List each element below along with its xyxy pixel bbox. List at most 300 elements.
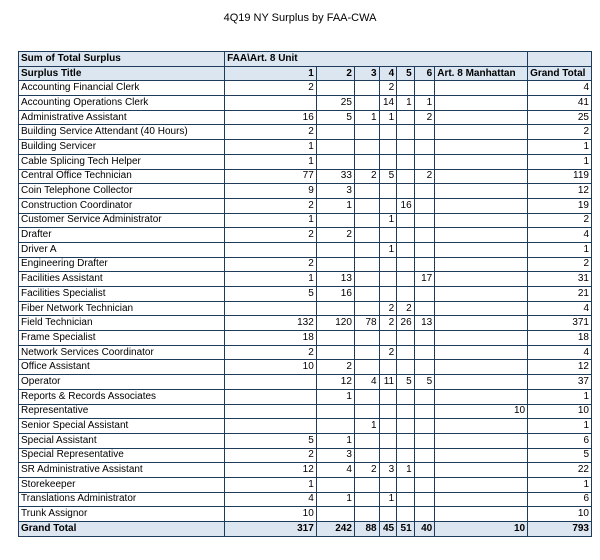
row-title: Special Assistant xyxy=(19,433,225,448)
table-cell xyxy=(354,331,379,346)
row-title: Translations Administrator xyxy=(19,492,225,507)
table-cell xyxy=(414,228,435,243)
table-cell xyxy=(316,81,354,96)
table-cell xyxy=(225,375,317,390)
table-cell: 4 xyxy=(528,301,592,316)
row-title: Trunk Assignor xyxy=(19,507,225,522)
table-row xyxy=(19,404,592,419)
table-cell: 2 xyxy=(379,345,397,360)
surplus-pivot-table xyxy=(18,51,592,537)
table-cell: 10 xyxy=(435,404,528,419)
table-cell: 2 xyxy=(397,301,415,316)
table-cell: 5 xyxy=(225,287,317,302)
table-cell xyxy=(414,287,435,302)
table-cell xyxy=(354,448,379,463)
table-cell: 1 xyxy=(528,140,592,155)
table-cell xyxy=(414,81,435,96)
table-row xyxy=(19,360,592,375)
table-cell xyxy=(414,345,435,360)
row-title: Fiber Network Technician xyxy=(19,301,225,316)
table-cell: 5 xyxy=(397,375,415,390)
table-cell: 13 xyxy=(414,316,435,331)
table-cell xyxy=(225,242,317,257)
table-header-row xyxy=(19,52,592,67)
table-cell: 2 xyxy=(225,81,317,96)
table-cell xyxy=(397,140,415,155)
table-cell xyxy=(435,213,528,228)
table-cell: 4 xyxy=(316,463,354,478)
table-cell xyxy=(414,140,435,155)
table-row xyxy=(19,389,592,404)
table-cell: 4 xyxy=(225,492,317,507)
table-cell: 1 xyxy=(225,272,317,287)
table-cell xyxy=(414,198,435,213)
table-cell: 5 xyxy=(528,448,592,463)
table-cell xyxy=(414,433,435,448)
table-cell xyxy=(414,154,435,169)
table-cell: 242 xyxy=(316,522,354,537)
table-cell: 1 xyxy=(397,463,415,478)
table-cell: 21 xyxy=(528,287,592,302)
table-cell xyxy=(316,419,354,434)
table-cell xyxy=(435,287,528,302)
table-cell: 12 xyxy=(225,463,317,478)
table-cell xyxy=(435,477,528,492)
corner-label: Sum of Total Surplus xyxy=(19,52,225,67)
table-cell xyxy=(397,507,415,522)
table-row xyxy=(19,198,592,213)
table-cell: 1 xyxy=(316,198,354,213)
table-cell xyxy=(414,389,435,404)
table-cell: 2 xyxy=(316,360,354,375)
table-row xyxy=(19,507,592,522)
table-cell xyxy=(435,184,528,199)
column-header: 4 xyxy=(379,66,397,81)
table-cell xyxy=(354,360,379,375)
table-cell xyxy=(379,477,397,492)
table-cell: 317 xyxy=(225,522,317,537)
table-cell: 1 xyxy=(316,389,354,404)
table-cell xyxy=(414,419,435,434)
table-cell xyxy=(379,184,397,199)
table-cell: 77 xyxy=(225,169,317,184)
table-cell xyxy=(435,96,528,111)
column-group-label: FAA\Art. 8 Unit xyxy=(225,52,528,67)
table-cell: 88 xyxy=(354,522,379,537)
row-title: Reports & Records Associates xyxy=(19,389,225,404)
table-cell xyxy=(414,331,435,346)
table-row xyxy=(19,213,592,228)
table-cell: 40 xyxy=(414,522,435,537)
table-cell xyxy=(414,448,435,463)
table-cell: 1 xyxy=(354,419,379,434)
table-cell xyxy=(435,492,528,507)
table-cell xyxy=(354,477,379,492)
table-row xyxy=(19,492,592,507)
column-header: 3 xyxy=(354,66,379,81)
table-cell xyxy=(354,433,379,448)
table-row xyxy=(19,81,592,96)
table-cell xyxy=(397,125,415,140)
row-title: Senior Special Assistant xyxy=(19,419,225,434)
table-cell xyxy=(354,213,379,228)
table-cell xyxy=(225,404,317,419)
row-title: Customer Service Administrator xyxy=(19,213,225,228)
table-cell xyxy=(435,140,528,155)
table-cell xyxy=(397,110,415,125)
row-title: Grand Total xyxy=(19,522,225,537)
table-cell xyxy=(225,389,317,404)
table-row xyxy=(19,433,592,448)
table-cell xyxy=(397,242,415,257)
table-cell xyxy=(316,242,354,257)
row-title: Central Office Technician xyxy=(19,169,225,184)
table-cell xyxy=(379,257,397,272)
table-cell xyxy=(379,154,397,169)
table-cell: 1 xyxy=(225,154,317,169)
column-header: Art. 8 Manhattan xyxy=(435,66,528,81)
row-title: Coin Telephone Collector xyxy=(19,184,225,199)
table-cell: 16 xyxy=(316,287,354,302)
row-title: Storekeeper xyxy=(19,477,225,492)
table-cell xyxy=(414,360,435,375)
table-cell xyxy=(414,492,435,507)
table-cell xyxy=(414,404,435,419)
table-cell xyxy=(414,213,435,228)
table-cell xyxy=(316,301,354,316)
table-cell: 14 xyxy=(379,96,397,111)
table-cell: 132 xyxy=(225,316,317,331)
table-cell: 1 xyxy=(397,96,415,111)
row-title: Administrative Assistant xyxy=(19,110,225,125)
table-cell: 120 xyxy=(316,316,354,331)
table-row xyxy=(19,448,592,463)
table-cell: 18 xyxy=(225,331,317,346)
table-cell xyxy=(354,257,379,272)
table-cell xyxy=(354,389,379,404)
table-row xyxy=(19,125,592,140)
table-cell: 4 xyxy=(528,345,592,360)
row-title: Engineering Drafter xyxy=(19,257,225,272)
table-cell: 119 xyxy=(528,169,592,184)
table-cell xyxy=(435,316,528,331)
table-cell xyxy=(354,492,379,507)
table-cell xyxy=(435,228,528,243)
table-cell: 16 xyxy=(225,110,317,125)
table-cell: 11 xyxy=(379,375,397,390)
table-cell xyxy=(379,404,397,419)
table-cell xyxy=(316,257,354,272)
table-cell: 19 xyxy=(528,198,592,213)
table-cell: 10 xyxy=(528,404,592,419)
table-row xyxy=(19,331,592,346)
row-title: Special Representative xyxy=(19,448,225,463)
row-title: Construction Coordinator xyxy=(19,198,225,213)
table-cell: 33 xyxy=(316,169,354,184)
table-cell: 2 xyxy=(225,198,317,213)
table-cell: 10 xyxy=(225,507,317,522)
table-cell xyxy=(354,125,379,140)
table-cell: 13 xyxy=(316,272,354,287)
table-cell xyxy=(435,110,528,125)
table-cell xyxy=(379,331,397,346)
table-cell: 10 xyxy=(528,507,592,522)
table-cell xyxy=(435,345,528,360)
table-cell: 2 xyxy=(379,81,397,96)
table-row xyxy=(19,184,592,199)
grand-total-row xyxy=(19,522,592,537)
table-cell xyxy=(316,477,354,492)
row-title: Operator xyxy=(19,375,225,390)
table-cell xyxy=(354,272,379,287)
row-header-label: Surplus Title xyxy=(19,66,225,81)
table-row xyxy=(19,287,592,302)
table-cell xyxy=(435,81,528,96)
table-cell xyxy=(435,389,528,404)
table-cell xyxy=(379,228,397,243)
table-cell: 1 xyxy=(379,213,397,228)
table-cell xyxy=(397,169,415,184)
table-cell: 9 xyxy=(225,184,317,199)
table-cell: 3 xyxy=(316,184,354,199)
table-cell xyxy=(354,184,379,199)
table-row xyxy=(19,477,592,492)
table-cell: 31 xyxy=(528,272,592,287)
table-cell: 37 xyxy=(528,375,592,390)
table-cell: 1 xyxy=(225,477,317,492)
table-cell: 1 xyxy=(316,433,354,448)
table-cell xyxy=(435,169,528,184)
row-title: Network Services Coordinator xyxy=(19,345,225,360)
table-cell xyxy=(414,477,435,492)
table-cell xyxy=(397,287,415,302)
table-cell xyxy=(316,345,354,360)
table-cell: 1 xyxy=(528,389,592,404)
table-cell: 2 xyxy=(225,228,317,243)
row-title: Facilities Assistant xyxy=(19,272,225,287)
table-cell: 2 xyxy=(528,257,592,272)
table-cell xyxy=(354,242,379,257)
table-cell: 2 xyxy=(316,228,354,243)
table-cell: 2 xyxy=(225,257,317,272)
table-cell xyxy=(379,433,397,448)
table-cell xyxy=(435,301,528,316)
table-cell: 12 xyxy=(528,360,592,375)
table-row xyxy=(19,110,592,125)
table-cell xyxy=(435,154,528,169)
table-cell: 51 xyxy=(397,522,415,537)
table-row xyxy=(19,316,592,331)
table-cell: 25 xyxy=(316,96,354,111)
table-cell xyxy=(379,198,397,213)
table-cell xyxy=(379,125,397,140)
table-cell xyxy=(397,154,415,169)
column-header: 5 xyxy=(397,66,415,81)
table-cell: 1 xyxy=(379,242,397,257)
table-cell xyxy=(397,257,415,272)
table-cell: 4 xyxy=(528,228,592,243)
table-cell: 1 xyxy=(379,110,397,125)
table-cell xyxy=(379,448,397,463)
table-cell: 1 xyxy=(225,213,317,228)
table-cell xyxy=(379,140,397,155)
table-cell xyxy=(354,345,379,360)
row-title: Drafter xyxy=(19,228,225,243)
table-cell: 6 xyxy=(528,433,592,448)
table-cell: 2 xyxy=(225,345,317,360)
table-cell xyxy=(225,301,317,316)
table-cell xyxy=(225,419,317,434)
table-cell xyxy=(316,404,354,419)
table-cell xyxy=(379,389,397,404)
table-cell xyxy=(354,198,379,213)
table-cell: 6 xyxy=(528,492,592,507)
table-cell: 4 xyxy=(528,81,592,96)
table-cell: 2 xyxy=(414,110,435,125)
table-row xyxy=(19,419,592,434)
table-cell: 2 xyxy=(354,463,379,478)
table-row xyxy=(19,96,592,111)
table-cell: 2 xyxy=(528,125,592,140)
table-cell xyxy=(435,360,528,375)
table-cell: 1 xyxy=(528,242,592,257)
row-title: Accounting Financial Clerk xyxy=(19,81,225,96)
column-header: Grand Total xyxy=(528,66,592,81)
table-row xyxy=(19,242,592,257)
table-cell xyxy=(435,448,528,463)
table-cell: 12 xyxy=(316,375,354,390)
table-cell xyxy=(435,507,528,522)
table-cell: 12 xyxy=(528,184,592,199)
table-cell xyxy=(397,492,415,507)
table-cell: 2 xyxy=(354,169,379,184)
table-cell: 45 xyxy=(379,522,397,537)
table-cell: 25 xyxy=(528,110,592,125)
table-cell xyxy=(354,404,379,419)
table-cell: 10 xyxy=(225,360,317,375)
column-header: 6 xyxy=(414,66,435,81)
row-title: Frame Specialist xyxy=(19,331,225,346)
table-cell: 371 xyxy=(528,316,592,331)
table-cell xyxy=(316,154,354,169)
table-cell xyxy=(435,463,528,478)
table-cell: 78 xyxy=(354,316,379,331)
table-row xyxy=(19,463,592,478)
table-cell xyxy=(397,404,415,419)
table-cell xyxy=(397,81,415,96)
row-title: Building Service Attendant (40 Hours) xyxy=(19,125,225,140)
table-cell: 10 xyxy=(435,522,528,537)
table-cell: 2 xyxy=(379,316,397,331)
row-title: Building Servicer xyxy=(19,140,225,155)
table-cell: 18 xyxy=(528,331,592,346)
table-cell xyxy=(397,345,415,360)
table-cell xyxy=(316,140,354,155)
table-cell xyxy=(397,272,415,287)
table-cell xyxy=(435,198,528,213)
table-cell xyxy=(379,360,397,375)
table-cell: 22 xyxy=(528,463,592,478)
table-cell xyxy=(435,433,528,448)
table-cell xyxy=(354,96,379,111)
row-title: Representative xyxy=(19,404,225,419)
table-cell: 3 xyxy=(316,448,354,463)
table-cell xyxy=(397,448,415,463)
table-cell xyxy=(397,184,415,199)
table-cell: 5 xyxy=(379,169,397,184)
table-cell xyxy=(354,228,379,243)
table-row xyxy=(19,272,592,287)
table-cell: 2 xyxy=(379,301,397,316)
table-cell xyxy=(354,140,379,155)
table-cell xyxy=(397,477,415,492)
page-title: 4Q19 NY Surplus by FAA-CWA xyxy=(223,12,377,24)
table-cell xyxy=(397,228,415,243)
table-cell xyxy=(414,184,435,199)
header-blank-cell xyxy=(528,52,592,67)
table-cell xyxy=(316,125,354,140)
table-cell: 1 xyxy=(316,492,354,507)
table-cell xyxy=(397,433,415,448)
table-cell: 2 xyxy=(225,448,317,463)
row-title: SR Administrative Assistant xyxy=(19,463,225,478)
table-cell xyxy=(225,96,317,111)
table-cell: 1 xyxy=(414,96,435,111)
table-row xyxy=(19,228,592,243)
table-cell: 1 xyxy=(225,140,317,155)
row-title: Cable Splicing Tech Helper xyxy=(19,154,225,169)
table-row xyxy=(19,301,592,316)
table-cell: 1 xyxy=(354,110,379,125)
table-cell xyxy=(354,507,379,522)
row-title: Office Assistant xyxy=(19,360,225,375)
table-cell xyxy=(435,257,528,272)
table-cell xyxy=(397,360,415,375)
table-cell xyxy=(316,213,354,228)
table-cell xyxy=(435,419,528,434)
table-row xyxy=(19,257,592,272)
table-row xyxy=(19,345,592,360)
table-cell xyxy=(379,419,397,434)
row-title: Field Technician xyxy=(19,316,225,331)
table-cell xyxy=(414,242,435,257)
column-header-row xyxy=(19,66,592,81)
table-cell: 17 xyxy=(414,272,435,287)
table-cell xyxy=(435,125,528,140)
table-cell: 2 xyxy=(225,125,317,140)
row-title: Facilities Specialist xyxy=(19,287,225,302)
table-cell xyxy=(354,81,379,96)
table-cell xyxy=(379,287,397,302)
table-cell xyxy=(354,287,379,302)
table-cell: 41 xyxy=(528,96,592,111)
table-cell xyxy=(354,301,379,316)
row-title: Accounting Operations Clerk xyxy=(19,96,225,111)
table-cell xyxy=(397,213,415,228)
table-cell: 2 xyxy=(414,169,435,184)
table-cell xyxy=(414,125,435,140)
table-cell xyxy=(435,331,528,346)
column-header: 1 xyxy=(225,66,317,81)
table-cell: 5 xyxy=(316,110,354,125)
table-cell: 5 xyxy=(225,433,317,448)
table-cell: 5 xyxy=(414,375,435,390)
column-header: 2 xyxy=(316,66,354,81)
table-row xyxy=(19,140,592,155)
table-cell: 3 xyxy=(379,463,397,478)
table-cell xyxy=(435,375,528,390)
table-cell: 793 xyxy=(528,522,592,537)
